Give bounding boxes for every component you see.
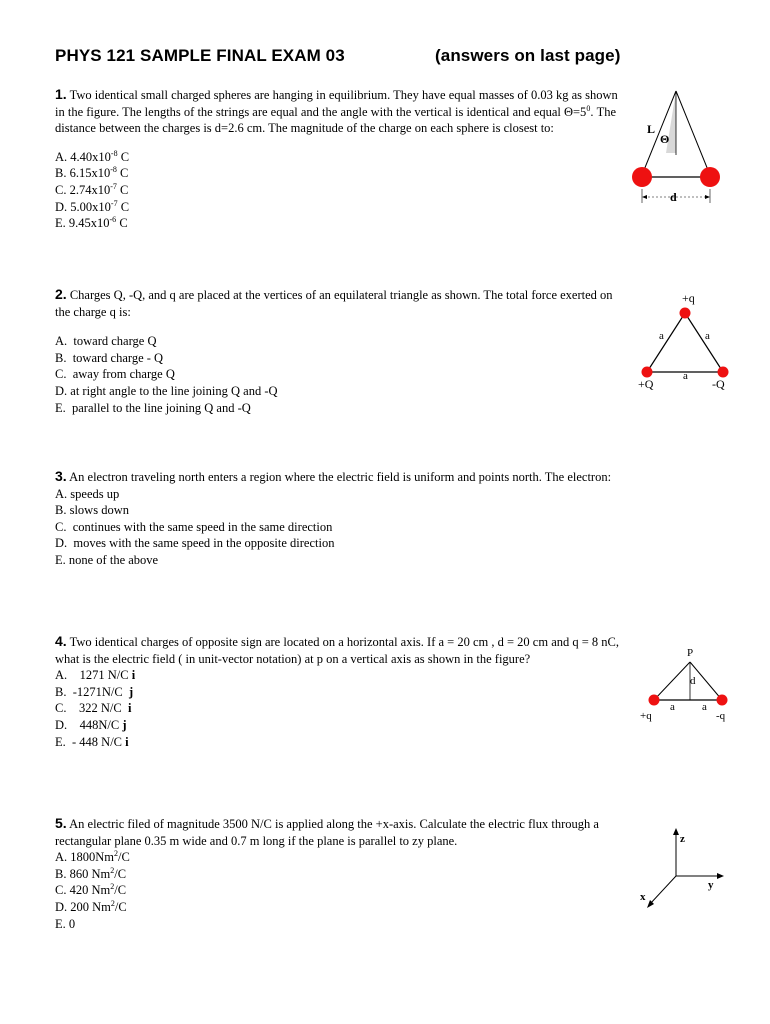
option-d: D. $5.00x10^{-7}$ C (55, 198, 130, 214)
option-b: B. 860 Nm$^2$/C (55, 865, 127, 881)
charge-plus-q (649, 695, 660, 706)
question-5 (55, 815, 625, 932)
right-side (685, 313, 723, 372)
option-d: D. 448N/C j (55, 717, 127, 732)
label-x: x (640, 891, 646, 903)
option-b: B. -1271N/C j (55, 684, 134, 699)
question-number: 1. (55, 86, 67, 102)
option-a: A. toward charge Q (55, 334, 157, 349)
option-c: C. away from charge Q (55, 367, 175, 382)
question-4-stem: 4. Two identical charges of opposite sign are located on a horizontal axis. If a = 20 cm , d = 20 cm and q = 8 nC, what is the electric field ( in unit-vector notation) at p on a vertical axis as shown in the figure? (55, 633, 620, 666)
option-b: B. slows down (55, 503, 129, 518)
dipole-field-figure (632, 644, 744, 726)
question-3-stem: 3. An electron traveling north enters a region where the electric field is uniform and points north. The electron: (55, 468, 612, 484)
option-e: E. none of the above (55, 552, 159, 567)
question-4-options (55, 667, 625, 750)
hanging-spheres-figure (620, 85, 730, 210)
question-2-options (55, 333, 625, 416)
label-d: d (690, 675, 696, 687)
answers-note: (answers on last page) (435, 46, 621, 65)
right-sphere (700, 167, 720, 187)
question-number: 2. (55, 286, 67, 302)
label-P: P (687, 647, 694, 659)
charge-minus-q (717, 695, 728, 706)
option-a: A. 1271 N/C i (55, 668, 136, 683)
label-z: z (680, 833, 685, 845)
question-number: 5. (55, 815, 67, 831)
question-3-options (55, 486, 695, 569)
question-4 (55, 633, 625, 750)
question-3 (55, 468, 695, 569)
option-b: B. $6.15x10^{-8}$ C (55, 165, 129, 181)
label-a-right: a (705, 330, 710, 342)
x-axis (650, 876, 676, 904)
charge-plus-Q (642, 367, 653, 378)
right-string (676, 91, 710, 175)
option-d: D. at right angle to the line joining Q and -Q (55, 383, 278, 398)
label-a-left: a (659, 330, 664, 342)
question-1-options (55, 149, 625, 232)
label-plus-q: +q (682, 291, 695, 305)
triangle-charges-figure (628, 287, 738, 397)
option-c: C. continues with the same speed in the same direction (55, 519, 333, 534)
option-e: E. $9.45x10^{-6}$ C (55, 215, 128, 231)
question-2 (55, 286, 625, 416)
question-number: 3. (55, 468, 67, 484)
label-L: L (647, 122, 656, 136)
option-d: D. 200 Nm$^2$/C (55, 898, 127, 914)
option-b: B. toward charge - Q (55, 350, 164, 365)
label-plus-q: +q (640, 710, 652, 722)
exam-title (55, 46, 655, 66)
option-a: A. speeds up (55, 486, 120, 501)
label-d: d (670, 190, 677, 204)
question-1 (55, 86, 625, 232)
option-e: E. - 448 N/C i (55, 734, 129, 749)
question-2-stem: 2. Charges Q, -Q, and q are placed at the vertices of an equilateral triangle as shown. The total force exerted on the charge q is: (55, 286, 613, 319)
option-e: E. 0 (55, 916, 76, 931)
label-a-right: a (702, 701, 707, 713)
question-number: 4. (55, 633, 67, 649)
question-5-stem: 5. An electric filed of magnitude 3500 N/C is applied along the +x-axis. Calculate the electric flux through a rectangular plane 0.35 m wide and 0.7 m long if the plane is parallel to zy plane. (55, 815, 599, 848)
question-1-stem: 1. Two identical small charged spheres are hanging in equilibrium. They have equal masses of 0.03 kg as shown in the figure. The lengths of the strings are equal and the angle with the vertical is identical and equal $\Theta=5^0$. The distance between the charges is d=2.6 cm. The magnitude of the charge on each sphere is closest to: (55, 86, 618, 136)
label-a-left: a (670, 701, 675, 713)
question-5-options (55, 849, 625, 932)
option-a: A. $4.40x10^{-8}$ C (55, 148, 130, 164)
option-c: C. 420 Nm$^2$/C (55, 882, 127, 898)
coordinate-axes-figure (628, 820, 738, 920)
label-theta: Θ (660, 132, 670, 146)
label-minus-Q: -Q (712, 377, 725, 391)
title-text: PHYS 121 SAMPLE FINAL EXAM 03 (55, 46, 345, 65)
option-d: D. moves with the same speed in the opposite direction (55, 536, 335, 551)
option-c: C. 322 N/C i (55, 701, 132, 716)
option-a: A. 1800Nm$^2$/C (55, 849, 130, 865)
charge-q (680, 308, 691, 319)
label-y: y (708, 879, 714, 891)
option-c: C. $2.74x10^{-7}$ C (55, 181, 129, 197)
left-side (647, 313, 685, 372)
left-diagonal (654, 662, 690, 700)
label-plus-Q: +Q (638, 377, 654, 391)
label-minus-q: -q (716, 710, 726, 722)
charge-minus-Q (718, 367, 729, 378)
option-e: E. parallel to the line joining Q and -Q (55, 400, 251, 415)
label-a-base: a (683, 370, 688, 382)
left-sphere (632, 167, 652, 187)
